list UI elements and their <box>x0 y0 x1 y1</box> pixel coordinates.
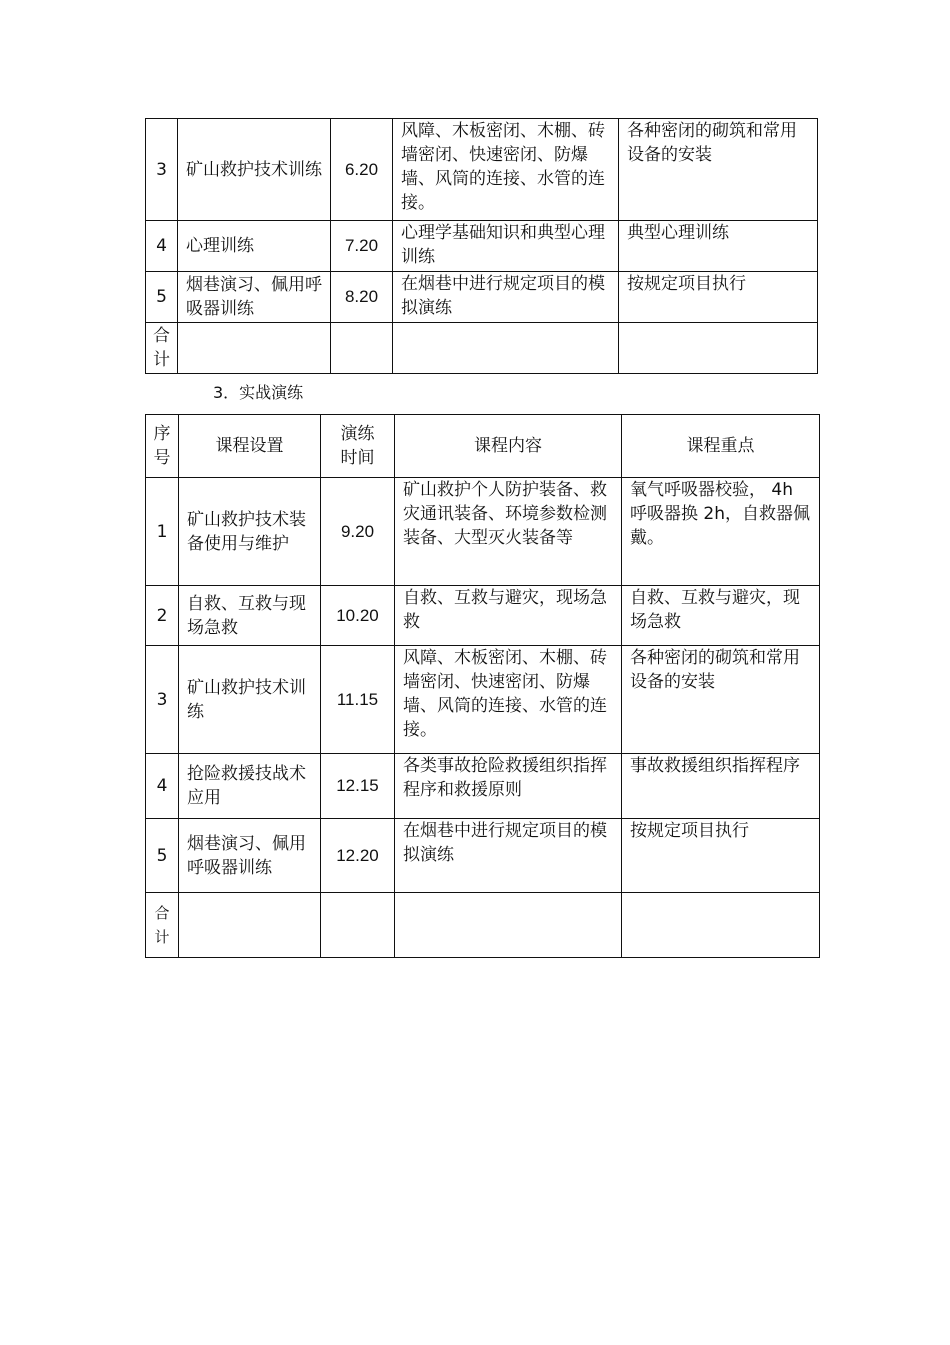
course-content: 风障、木板密闭、木棚、砖墙密闭、快速密闭、防爆墙、风筒的连接、水管的连接。 <box>395 646 622 754</box>
course-name: 烟巷演习、佩用呼吸器训练 <box>179 819 321 893</box>
table-row <box>146 754 820 819</box>
total-cell <box>622 893 820 958</box>
course-focus: 事故救援组织指挥程序 <box>622 754 820 819</box>
course-name: 矿山救护技术装备使用与维护 <box>179 478 321 586</box>
total-cell <box>395 893 622 958</box>
course-focus: 按规定项目执行 <box>619 272 818 323</box>
course-name: 烟巷演习、佩用呼吸器训练 <box>178 272 331 323</box>
row-number: 5 <box>146 272 178 323</box>
total-cell <box>321 893 395 958</box>
course-content: 矿山救护个人防护装备、救灾通讯装备、环境参数检测装备、大型灭火装备等 <box>395 478 622 586</box>
drill-time: 9.20 <box>321 478 395 586</box>
row-number: 3 <box>146 646 179 754</box>
row-number: 4 <box>146 221 178 272</box>
total-cell <box>393 323 619 374</box>
total-label: 合计 <box>146 323 178 374</box>
section-title: 3．实战演练 <box>213 383 304 402</box>
drill-time: 12.15 <box>321 754 395 819</box>
course-content: 在烟巷中进行规定项目的模拟演练 <box>393 272 619 323</box>
total-cell <box>619 323 818 374</box>
row-number: 4 <box>146 754 179 819</box>
row-number: 5 <box>146 819 179 893</box>
row-number: 1 <box>146 478 179 586</box>
course-focus: 氧气呼吸器校验， 4h 呼吸器换 2h，自救器佩戴。 <box>622 478 820 586</box>
table-continued <box>145 118 818 374</box>
total-label: 合计 <box>146 893 179 958</box>
drill-time: 8.20 <box>331 272 393 323</box>
row-number: 3 <box>146 119 178 221</box>
table-row <box>146 272 818 323</box>
course-name: 矿山救护技术训练 <box>179 646 321 754</box>
total-row <box>146 893 820 958</box>
table-row <box>146 819 820 893</box>
course-content: 各类事故抢险救援组织指挥程序和救援原则 <box>395 754 622 819</box>
course-focus: 各种密闭的砌筑和常用设备的安装 <box>622 646 820 754</box>
table-live-drill <box>145 414 820 958</box>
header-course: 课程设置 <box>179 415 321 478</box>
total-cell <box>331 323 393 374</box>
total-cell <box>178 323 331 374</box>
drill-time: 10.20 <box>321 586 395 646</box>
total-row <box>146 323 818 374</box>
row-number: 2 <box>146 586 179 646</box>
header-content: 课程内容 <box>395 415 622 478</box>
course-focus: 各种密闭的砌筑和常用设备的安装 <box>619 119 818 221</box>
course-name: 自救、互救与现场急救 <box>179 586 321 646</box>
drill-time: 7.20 <box>331 221 393 272</box>
table-row <box>146 478 820 586</box>
course-name: 抢险救援技战术应用 <box>179 754 321 819</box>
course-content: 在烟巷中进行规定项目的模拟演练 <box>395 819 622 893</box>
table-row <box>146 646 820 754</box>
total-cell <box>179 893 321 958</box>
table-row <box>146 586 820 646</box>
header-focus: 课程重点 <box>622 415 820 478</box>
drill-time: 11.15 <box>321 646 395 754</box>
course-name: 心理训练 <box>178 221 331 272</box>
header-no: 序号 <box>146 415 179 478</box>
course-focus: 自救、互救与避灾，现场急救 <box>622 586 820 646</box>
course-content: 心理学基础知识和典型心理训练 <box>393 221 619 272</box>
table-row <box>146 119 818 221</box>
course-name: 矿山救护技术训练 <box>178 119 331 221</box>
drill-time: 6.20 <box>331 119 393 221</box>
table-row <box>146 221 818 272</box>
header-time: 演练时间 <box>321 415 395 478</box>
table-header-row <box>146 415 820 478</box>
course-focus: 按规定项目执行 <box>622 819 820 893</box>
course-focus: 典型心理训练 <box>619 221 818 272</box>
course-content: 自救、互救与避灾，现场急救 <box>395 586 622 646</box>
course-content: 风障、木板密闭、木棚、砖墙密闭、快速密闭、防爆墙、风筒的连接、水管的连接。 <box>393 119 619 221</box>
drill-time: 12.20 <box>321 819 395 893</box>
